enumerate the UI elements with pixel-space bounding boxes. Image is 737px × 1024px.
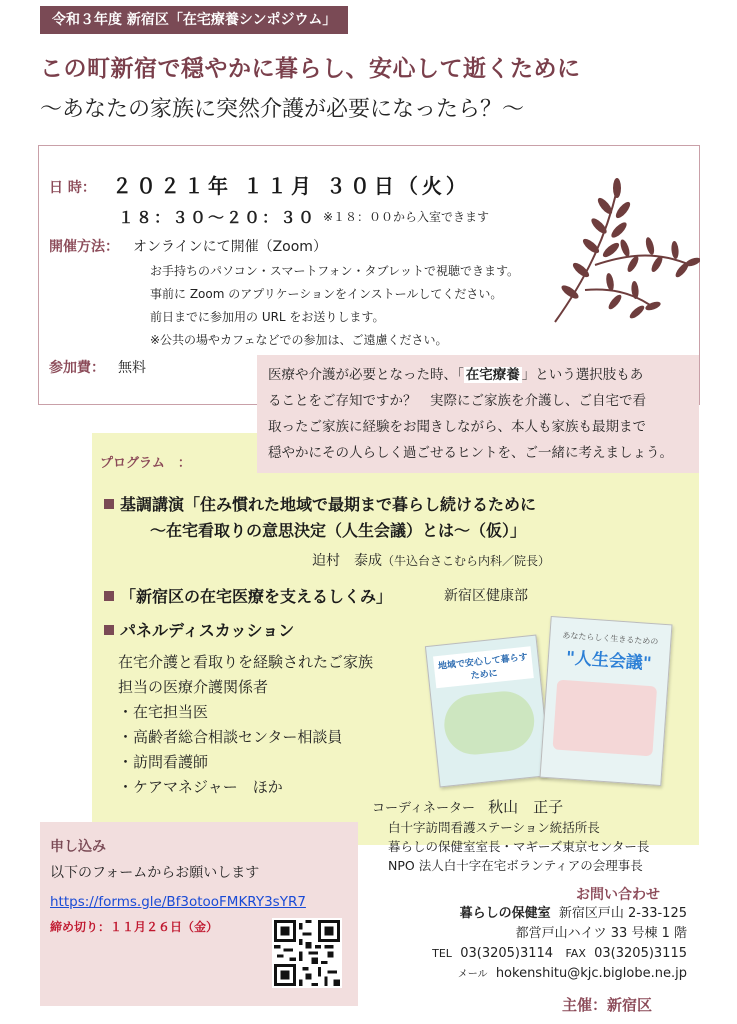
panel-item: 担当の医療介護関係者 <box>118 678 269 696</box>
organizer: 主催：新宿区 <box>562 996 653 1014</box>
panel-item: 在宅介護と看取りを経験されたご家族 <box>118 653 374 671</box>
booklet-title: "人生会議" <box>565 648 653 675</box>
method-value: オンラインにて開催（Zoom） <box>133 239 327 255</box>
contact-org-line <box>460 904 687 924</box>
bullet-square-icon <box>104 591 114 601</box>
panel-list <box>118 650 373 800</box>
fee-label: 参加費： <box>49 360 105 376</box>
booklet-illustration <box>552 680 657 757</box>
keynote-speaker: 迫村 泰成 <box>312 553 382 569</box>
contact-address: 新宿区戸山 2-33-125 <box>558 906 687 921</box>
page-subtitle: ～あなたの家族に突然介護が必要になったら？～ <box>40 97 525 122</box>
tel-number: 03(3205)3114 <box>460 946 554 961</box>
time-note: ※１８：００から入室できます <box>323 210 490 224</box>
contact-phone-line <box>432 944 687 964</box>
item2-presenter: 新宿区健康部 <box>444 588 528 604</box>
intro-line: 取ったご家族に経験をお聞きしながら、本人も家族も最期まで <box>268 419 646 435</box>
method-label: 開催方法： <box>49 239 119 255</box>
keynote-speaker-line <box>312 550 550 570</box>
coordinator-label: コーディネーター <box>372 801 475 816</box>
intro-line: ることをご存知ですか？ 実際にご家族を介護し、ご自宅で看 <box>268 393 646 409</box>
plant-illustration <box>525 170 700 330</box>
fax-number: 03(3205)3115 <box>594 946 687 961</box>
intro-text <box>268 362 693 466</box>
keynote-affiliation: （牛込台さこむら内科／院長） <box>382 554 551 568</box>
bullet-square-icon <box>104 625 114 635</box>
panel-item: ・高齢者総合相談センター相談員 <box>118 728 343 746</box>
panel-item: ・ケアマネジャー ほか <box>118 778 283 796</box>
method-note: ※公共の場やカフェなどでの参加は、ご遠慮ください。 <box>150 333 448 347</box>
booklet-image <box>425 635 551 788</box>
bullet-square-icon <box>104 499 114 509</box>
item3-title: パネルディスカッション <box>104 618 294 641</box>
coordinator-name: 秋山 正子 <box>488 798 564 816</box>
coordinator-line <box>372 796 563 817</box>
booklet-title: 地域で安心して暮らすために <box>433 646 534 688</box>
booklet-subtitle: あなたらしく生きるための <box>562 630 659 647</box>
method-note: 事前に Zoom のアプリケーションをインストールしてください。 <box>150 287 503 301</box>
contact-address2: 都営戸山ハイツ 33 号棟 1 階 <box>515 926 687 941</box>
contact-mail-line <box>458 964 687 985</box>
mail-label: メール <box>457 969 488 980</box>
keynote-title: 基調講演「住み慣れた地域で最期まで暮らし続けるために <box>104 492 536 515</box>
event-tag: 令和３年度 新宿区「在宅療養シンポジウム」 <box>40 6 348 34</box>
apply-deadline: 締め切り：１１月２６日（金） <box>50 920 219 934</box>
intro-line: 」という選択肢もあ <box>521 367 644 383</box>
coordinator-role: 白十字訪問看護ステーション統括所長 <box>388 820 600 835</box>
booklet-image <box>539 616 672 786</box>
panel-item: ・在宅担当医 <box>118 703 209 721</box>
panel-item: ・訪問看護師 <box>118 753 209 771</box>
coordinator-role: NPO 法人白十字在宅ボランティアの会理事長 <box>388 858 643 873</box>
method-note: お手持ちのパソコン・スマートフォン・タブレットで視聴できます。 <box>150 264 520 278</box>
apply-form-link[interactable]: https://forms.gle/Bf3otooFMKRY3sYR7 <box>50 894 306 910</box>
fax-label: FAX <box>565 947 586 960</box>
apply-description: 以下のフォームからお願いします <box>50 865 260 881</box>
qr-code-icon[interactable] <box>272 918 342 988</box>
contact-org: 暮らしの保健室 <box>459 906 551 921</box>
intro-line: 医療や介護が必要となった時、「 <box>268 367 464 383</box>
coordinator-role: 暮らしの保健室室長・マギーズ東京センター長 <box>388 839 650 854</box>
event-time: １８：３０～２０：３０ <box>118 208 317 227</box>
contact-title: お問い合わせ <box>576 887 660 903</box>
tel-label: TEL <box>432 947 452 960</box>
apply-title: 申し込み <box>50 839 106 855</box>
event-date: ２０２１年 １１月 ３０日（火） <box>112 174 470 198</box>
booklet-illustration <box>441 688 537 757</box>
fee-value: 無料 <box>118 360 146 376</box>
intro-line: 穏やかにその人らしく過ごせるヒントを、ご一緒に考えましょう。 <box>268 445 673 461</box>
keynote-subtitle: ～在宅看取りの意思決定（人生会議）とは～（仮）」 <box>150 521 527 540</box>
date-label: 日 時： <box>49 180 96 196</box>
coordinator-roles <box>388 818 649 875</box>
intro-highlight: 在宅療養 <box>465 367 520 383</box>
method-note: 前日までに参加用の URL をお送りします。 <box>150 310 385 324</box>
page-title: この町新宿で穏やかに暮らし、安心して逝くために <box>40 56 581 82</box>
item2-title: 「新宿区の在宅医療を支えるしくみ」 <box>104 584 392 607</box>
program-label: プログラム ： <box>100 456 191 471</box>
mail-address: hokenshitu@kjc.biglobe.ne.jp <box>495 966 687 981</box>
